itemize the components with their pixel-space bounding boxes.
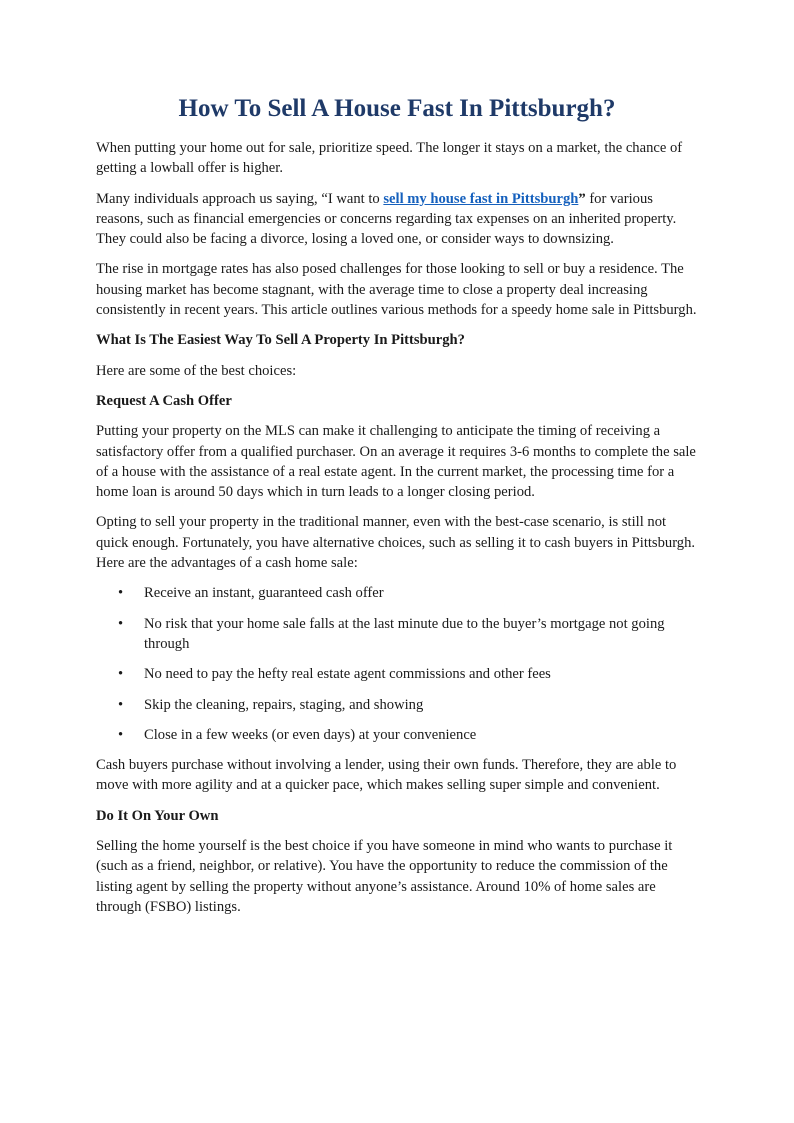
list-item — [96, 695, 698, 715]
list-item-text: No need to pay the hefty real estate agent commissions and other fees — [144, 666, 551, 683]
bullet-icon: • — [118, 666, 124, 683]
section-heading-cash-offer: Request A Cash Offer — [96, 392, 232, 409]
fsbo-paragraph: Selling the home yourself is the best choice if you have someone in mind who wants to purchase it (such as a friend, neighbor, or relative). You have the opportunity to reduce the commission of the listing agent by selling the property without anyone’s assistance. Around 10% of home sales are through (FSBO) listings. — [96, 838, 673, 915]
traditional-paragraph: Opting to sell your property in the traditional manner, even with the best-case scenario, is still not quick enough. Fortunately, you have alternative choices, such as selling it to cash buyers in Pittsburgh. Here are the advantages of a cash home sale: — [96, 514, 696, 572]
bullet-icon: • — [118, 726, 124, 743]
list-item — [96, 664, 698, 684]
advantages-list — [96, 583, 698, 745]
choices-paragraph: Here are some of the best choices: — [96, 362, 297, 379]
list-item — [96, 725, 698, 745]
bullet-icon: • — [118, 585, 124, 602]
mls-paragraph: Putting your property on the MLS can make it challenging to anticipate the timing of receiving a satisfactory offer from a qualified purchaser. On an average it requires 3-6 months to complete the sale of a house with the assistance of a real estate agent. In the current market, the processing time for a home loan is around 50 days which in turn leads to a longer closing period. — [96, 423, 696, 501]
mortgage-paragraph: The rise in mortgage rates has also posed challenges for those looking to sell or buy a residence. The housing market has become stagnant, with the average time to close a property deal increasing consistently in recent years. This article outlines various methods for a speedy home sale in Pittsburgh. — [96, 261, 697, 319]
list-item-text: No risk that your home sale falls at the last minute due to the buyer’s mortgage not going through — [144, 615, 665, 652]
section-heading-do-it-yourself: Do It On Your Own — [96, 807, 219, 824]
reasons-text-after: for various reasons, such as financial emergencies or concerns regarding tax expenses on an inherited property. They could also be facing a divorce, losing a loved one, or consider ways to downsizing. — [96, 190, 677, 248]
list-item — [96, 614, 698, 655]
cash-buyers-paragraph: Cash buyers purchase without involving a lender, using their own funds. Therefore, they are able to move with more agility and at a quicker pace, which makes selling super simple and convenient. — [96, 757, 677, 794]
intro-paragraph: When putting your home out for sale, prioritize speed. The longer it stays on a market, the chance of getting a lowball offer is higher. — [96, 140, 683, 177]
reasons-paragraph — [96, 189, 698, 250]
bullet-icon: • — [118, 696, 124, 713]
reasons-text-before: Many individuals approach us saying, “I want to — [96, 190, 384, 207]
page-title: How To Sell A House Fast In Pittsburgh? — [178, 95, 616, 122]
section-heading-easiest-way: What Is The Easiest Way To Sell A Property In Pittsburgh? — [96, 332, 465, 349]
list-item-text: Skip the cleaning, repairs, staging, and showing — [144, 696, 424, 713]
list-item — [96, 583, 698, 603]
quote-close: ” — [578, 190, 586, 207]
list-item-text: Receive an instant, guaranteed cash offer — [144, 585, 384, 602]
list-item-text: Close in a few weeks (or even days) at your convenience — [144, 726, 477, 743]
sell-house-fast-link[interactable]: sell my house fast in Pittsburgh — [383, 190, 579, 207]
bullet-icon: • — [118, 615, 124, 632]
